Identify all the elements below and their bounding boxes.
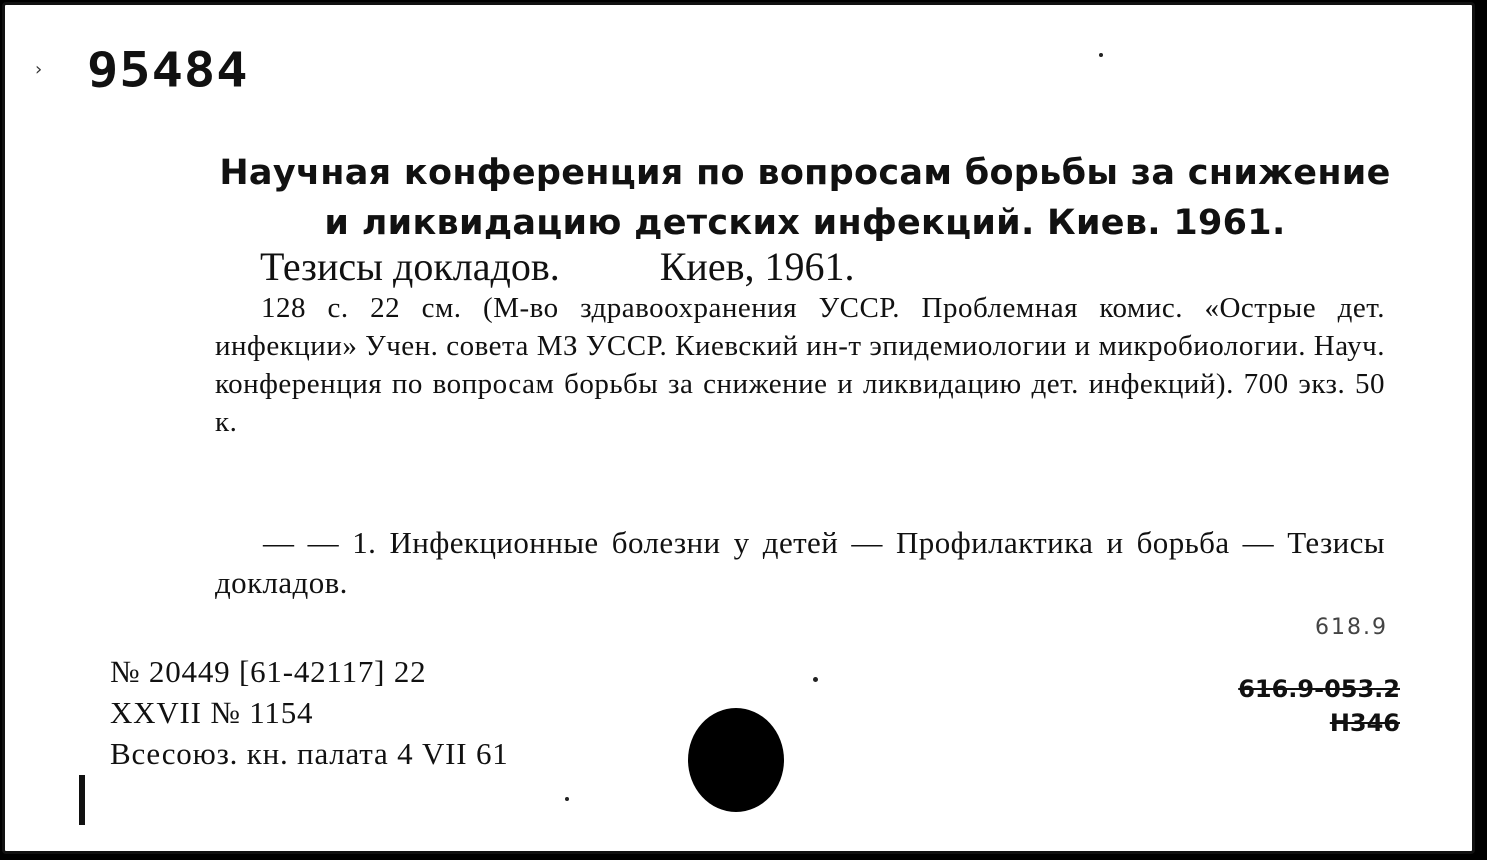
punch-hole [688,708,784,812]
margin-mark [79,775,85,825]
card-subtitle [260,241,854,293]
registration-line-2: XXVII № 1154 [110,695,314,730]
subject-heading: — — 1. Инфекционные болезни у детей — Профилактика и борьба — Тезисы докладов. [215,525,1385,600]
speck [813,677,818,682]
author-mark: Н346 [1329,709,1400,737]
handwritten-inventory-number [27,45,277,105]
registration-block [110,651,509,774]
speck [565,797,569,801]
bibliographic-description: 128 с. 22 см. (М-во здравоохранения УССР. Проблемная комис. «Острые дет. инфекции» Учен. совета МЗ УССР. Киевский ин-т эпидемиологии и микробиологии. Науч. конференция по вопросам борьбы за снижение и ликвидацию дет. инфекций). 700 экз. 50 к. [215,292,1385,438]
speck [1099,53,1103,57]
subtitle-text: Тезисы докладов. [260,244,560,289]
inventory-number: 95484 [87,43,249,99]
card-title: Научная конференция по вопросам борьбы за снижение и ликвидацию детских инфекций. Киев. 1961. [219,153,1391,243]
classification-stamp: 618.9 [1315,615,1388,640]
ink-mark: › [35,59,43,80]
classification-block [1238,615,1400,740]
registration-line-1: № 20449 [61-42117] 22 [110,654,427,689]
registration-line-3: Всесоюз. кн. палата 4 VII 61 [110,736,509,771]
catalog-card [2,2,1475,854]
publication-place: Киев, 1961. [659,244,855,289]
classification-code: 616.9-053.2 [1238,675,1400,703]
